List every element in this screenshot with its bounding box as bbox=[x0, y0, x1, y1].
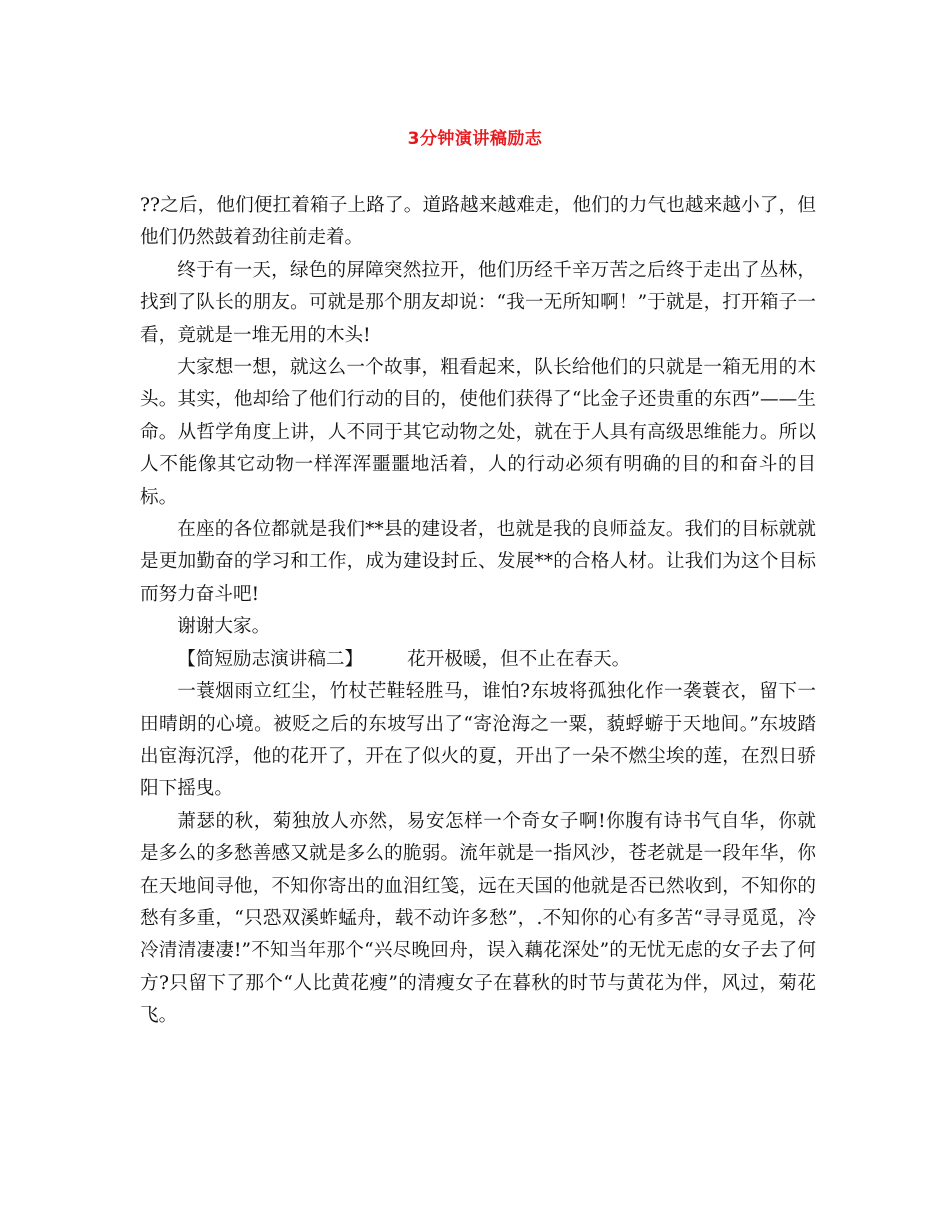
document-title: 3分钟演讲稿励志 bbox=[407, 129, 543, 149]
section-heading-label: 【简短励志演讲稿二】 bbox=[177, 648, 364, 670]
paragraph: 谢谢大家。 bbox=[177, 616, 271, 638]
paragraph: 萧瑟的秋，菊独放人亦然，易安怎样一个奇女子啊!你腹有诗书气自华，你就是多么的多愁善感又就是多么的脆弱。流年就是一指风沙，苍老就是一段年华，你在天地间寻他，不知你寄出的血泪红笺，远在天国的他就是否已然收到，不知你的愁有多重，“只恐双溪蚱蜢舟，载不动许多愁”，.不知你的心有多苦“寻寻觅觅，冷冷清清凄凄!”不知当年那个“兴尽晚回舟，误入藕花深处”的无忧无虑的女子去了何方?只留下了那个“人比黄花瘦”的清瘦女子在暮秋的时节与黄花为伴，风过，菊花飞。 bbox=[140, 810, 816, 1027]
paragraph: 一蓑烟雨立红尘，竹杖芒鞋轻胜马，谁怕?东坡将孤独化作一袭蓑衣，留下一田晴朗的心境。被贬之后的东坡写出了“寄沧海之一粟，藐蜉蝣于天地间。”东坡踏出宦海沉浮，他的花开了，开在了似火的夏，开出了一朵不燃尘埃的莲，在烈日骄阳下摇曳。 bbox=[140, 681, 816, 800]
paragraph: ??之后，他们便扛着箱子上路了。道路越来越难走，他们的力气也越来越小了，但他们仍然鼓着劲往前走着。 bbox=[140, 195, 816, 249]
paragraph: 大家想一想，就这么一个故事，粗看起来，队长给他们的只就是一箱无用的木头。其实，他却给了他们行动的目的，使他们获得了“比金子还贵重的东西”——生命。从哲学角度上讲，人不同于其它动物之处，就在于人具有高级思维能力。所以人不能像其它动物一样浑浑噩噩地活着，人的行动必须有明确的目的和奋斗的目标。 bbox=[140, 357, 816, 508]
section-heading-subtitle: 花开极暖，但不止在春天。 bbox=[407, 648, 631, 670]
paragraph: 在座的各位都就是我们**县的建设者，也就是我的良师益友。我们的目标就就是更加勤奋的学习和工作，成为建设封丘、发展**的合格人材。让我们为这个目标而努力奋斗吧! bbox=[140, 519, 816, 605]
document-body bbox=[140, 190, 816, 1033]
paragraph: 终于有一天，绿色的屏障突然拉开，他们历经千辛万苦之后终于走出了丛林，找到了队长的朋友。可就是那个朋友却说：“我一无所知啊！”于就是，打开箱子一看，竟就是一堆无用的木头! bbox=[140, 259, 816, 346]
section-heading bbox=[140, 644, 816, 676]
